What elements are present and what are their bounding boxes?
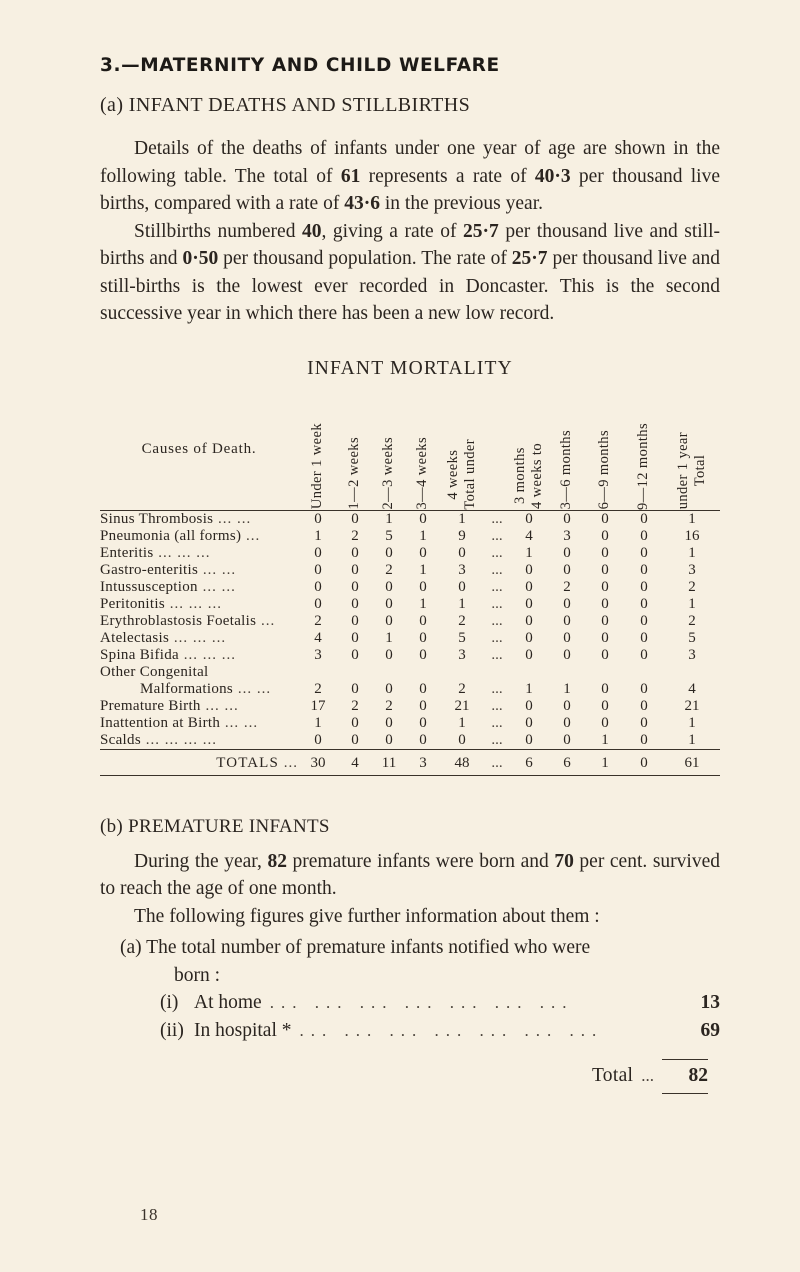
cell-1-2-weeks: 0: [351, 680, 359, 697]
cell-total-under-1-year: 4: [688, 680, 696, 697]
cell-2-3-weeks: 1: [385, 510, 393, 527]
subsection-b: [100, 816, 720, 1094]
cell-under-1-week: 4: [314, 629, 322, 646]
infant-mortality-table: [100, 390, 720, 776]
cell-1-2-weeks: 0: [351, 544, 359, 561]
row-dots-separator: ...: [491, 544, 503, 561]
row-dots-separator: ...: [491, 629, 503, 646]
table-row: [100, 698, 720, 715]
cell-1-2-weeks: 2: [351, 697, 359, 714]
cell-3-6-months: 2: [563, 578, 571, 595]
cell-total-under-4-weeks: 2: [458, 680, 466, 697]
cell-3-4-weeks: 0: [419, 612, 427, 629]
table-row: [100, 732, 720, 750]
cell-3-6-months: 0: [563, 510, 571, 527]
table-row: [100, 715, 720, 732]
cell-6-9-months: 0: [601, 527, 609, 544]
cell-9-12-months: 0: [640, 697, 648, 714]
row-cause-label: [100, 528, 298, 545]
cell-1-2-weeks: 0: [351, 561, 359, 578]
cause-leader-dots: ... ...: [198, 561, 237, 578]
cause-name: Enteritis: [100, 544, 154, 561]
cell-3-6-months: 0: [563, 697, 571, 714]
total-under-4-weeks: 48: [440, 749, 484, 775]
cell-total-under-1-year: 1: [688, 714, 696, 731]
paragraph-premature-intro: [100, 848, 720, 903]
cell-6-9-months: 0: [601, 544, 609, 561]
cell-under-1-week: 1: [314, 527, 322, 544]
section-heading: 3.—MATERNITY AND CHILD WELFARE: [100, 55, 500, 76]
cell-2-3-weeks: 0: [385, 595, 393, 612]
cell-total-under-1-year: 16: [684, 527, 700, 544]
total-3-4-weeks: 3: [406, 749, 440, 775]
cell-4w-3m: 0: [525, 629, 533, 646]
sb-text1: During the year,: [134, 850, 268, 872]
header-3-6-months: 3—6 months: [548, 390, 586, 511]
cell-2-3-weeks: 0: [385, 612, 393, 629]
table-row: [100, 681, 720, 698]
header-4-weeks-to-3-months: 4 weeks to 3 months: [510, 390, 548, 511]
premature-total-label: Total: [591, 1065, 634, 1086]
para1-text4: in the previous year.: [379, 193, 543, 214]
cell-2-3-weeks: 0: [385, 646, 393, 663]
cell-under-1-week: [298, 664, 338, 681]
cell-6-9-months: 0: [601, 578, 609, 595]
cause-name: Inattention at Birth: [100, 714, 221, 731]
cell-4w-3m: 0: [525, 714, 533, 731]
sb-text2: premature infants were born and: [286, 850, 555, 872]
value-at-home: 13: [700, 992, 720, 1013]
cell-3-4-weeks: 0: [419, 629, 427, 646]
cell-total-under-4-weeks: 2: [458, 612, 466, 629]
cell-2-3-weeks: 0: [385, 731, 393, 748]
sb-value-70: 70: [554, 850, 574, 872]
row-dots-separator: ...: [491, 646, 503, 663]
cell-total-under-4-weeks: 0: [458, 578, 466, 595]
cell-3-6-months: 3: [563, 527, 571, 544]
cell-total-under-1-year: 1: [688, 595, 696, 612]
cause-leader-dots: ... ...: [213, 510, 252, 527]
row-cause-label: [100, 596, 298, 613]
cell-total-under-1-year: [664, 664, 720, 681]
cell-2-3-weeks: 2: [385, 697, 393, 714]
row-cause-label: [100, 562, 298, 579]
totals-dots-sep: ...: [484, 749, 510, 775]
cell-under-1-week: 0: [314, 510, 322, 527]
label-at-home: At home: [194, 992, 262, 1013]
premature-total-value: 82: [662, 1059, 708, 1094]
total-6-9-months: 1: [586, 749, 624, 775]
page-content: [100, 55, 720, 1094]
cause-leader-dots: ... ... ...: [169, 629, 227, 646]
cell-4w-3m: 1: [525, 544, 533, 561]
cell-total-under-1-year: 3: [688, 646, 696, 663]
cell-under-1-week: 3: [314, 646, 322, 663]
row-cause-label: [100, 647, 298, 664]
table-row: [100, 630, 720, 647]
table-row: [100, 664, 720, 681]
cell-9-12-months: 0: [640, 544, 648, 561]
cause-leader-dots: ...: [241, 527, 261, 544]
cell-under-1-week: 0: [314, 544, 322, 561]
row-dots-separator: ...: [491, 714, 503, 731]
cell-9-12-months: 0: [640, 612, 648, 629]
row-dots-separator: ...: [491, 510, 503, 527]
subsection-b-heading: (b) PREMATURE INFANTS: [100, 815, 330, 837]
cell-total-under-1-year: 2: [688, 612, 696, 629]
cell-9-12-months: 0: [640, 646, 648, 663]
cell-6-9-months: 0: [601, 714, 609, 731]
header-6-9-months: 6—9 months: [586, 390, 624, 511]
subsection-a-heading: (a) INFANT DEATHS AND STILLBIRTHS: [100, 94, 471, 116]
cell-1-2-weeks: 0: [351, 629, 359, 646]
cause-name: Atelectasis: [100, 629, 170, 646]
row-dots-separator: ...: [491, 578, 503, 595]
row-dots-separator: ...: [491, 595, 503, 612]
cell-9-12-months: [624, 664, 664, 681]
cause-leader-dots: ... ... ... ...: [140, 731, 217, 748]
cause-name: Scalds: [100, 731, 141, 748]
para2-value-050: 0·50: [182, 248, 219, 269]
cell-3-6-months: 0: [563, 714, 571, 731]
cell-under-1-week: 0: [314, 731, 322, 748]
cell-total-under-1-year: 1: [688, 510, 696, 527]
para2-text3: per thousand live and still-births and: [100, 220, 720, 269]
cell-9-12-months: 0: [640, 714, 648, 731]
cell-2-3-weeks: 0: [385, 544, 393, 561]
sb-value-82: 82: [267, 850, 287, 872]
cell-3-6-months: 0: [563, 612, 571, 629]
cell-6-9-months: 0: [601, 510, 609, 527]
cell-1-2-weeks: 0: [351, 714, 359, 731]
cell-2-3-weeks: 1: [385, 629, 393, 646]
sb-text3: per cent. survived to reach the age of one month.: [100, 850, 720, 899]
cell-4w-3m: 0: [525, 595, 533, 612]
cell-under-1-week: 0: [314, 561, 322, 578]
cell-1-2-weeks: 0: [351, 510, 359, 527]
table-row: [100, 596, 720, 613]
row-dots-separator: ...: [491, 527, 503, 544]
row-cause-label: [100, 715, 298, 732]
cause-name: Malformations: [140, 680, 234, 697]
para2-text2: , giving a rate of: [321, 220, 464, 242]
total-3-6-months: 6: [548, 749, 586, 775]
row-cause-label: [100, 664, 298, 681]
row-dots-separator: ...: [491, 612, 503, 629]
cause-name: Peritonitis: [100, 595, 165, 612]
total-under-1-year: 61: [664, 749, 720, 775]
cause-name: Erythroblastosis Foetalis: [100, 612, 257, 629]
cell-4w-3m: [510, 664, 548, 681]
cell-2-3-weeks: 5: [385, 527, 393, 544]
cell-total-under-1-year: 21: [684, 697, 700, 714]
cell-3-4-weeks: [406, 664, 440, 681]
cell-total-under-4-weeks: [440, 664, 484, 681]
cell-4w-3m: 4: [525, 527, 533, 544]
label-in-hospital: In hospital *: [194, 1020, 292, 1041]
cause-name: Sinus Thrombosis: [100, 510, 214, 527]
cell-1-2-weeks: 0: [351, 595, 359, 612]
total-2-3-weeks: 11: [372, 749, 406, 775]
para2-text4: per thousand population. The rate of: [218, 248, 512, 269]
cell-6-9-months: 0: [601, 646, 609, 663]
cause-name: Pneumonia (all forms): [100, 527, 242, 544]
cell-6-9-months: 0: [601, 629, 609, 646]
cell-total-under-4-weeks: 0: [458, 544, 466, 561]
cell-2-3-weeks: 0: [385, 578, 393, 595]
cause-name: Premature Birth: [100, 697, 201, 714]
table-header-row: [100, 390, 720, 511]
cell-total-under-4-weeks: 5: [458, 629, 466, 646]
para2-text5: per thousand live and still-births is the lowest ever recorded in Doncaster. This is the second successive year in which there has been a new low record.: [100, 248, 720, 324]
list-item-a: (a) The total number of premature infants notified who were: [120, 937, 591, 958]
cause-leader-dots: ... ... ...: [179, 646, 237, 663]
cell-total-under-4-weeks: 1: [458, 595, 466, 612]
para2-text1: Stillbirths numbered: [134, 220, 302, 242]
para1-text1: Details of the deaths of infants under one year of age are shown in the following table. The total of: [100, 138, 720, 187]
header-3-4-weeks: 3—4 weeks: [406, 390, 440, 511]
premature-total-dots: ...: [641, 1066, 654, 1085]
cell-total-under-4-weeks: 0: [458, 731, 466, 748]
header-causes-of-death: Causes of Death.: [100, 390, 298, 511]
cell-6-9-months: 1: [601, 731, 609, 748]
cell-3-6-months: 0: [563, 595, 571, 612]
row-dots-separator: ...: [491, 561, 503, 578]
cell-9-12-months: 0: [640, 680, 648, 697]
para2-value-40: 40: [302, 220, 322, 242]
cell-3-4-weeks: 1: [419, 595, 427, 612]
cause-name: Gastro-enteritis: [100, 561, 199, 578]
cell-3-6-months: 0: [563, 646, 571, 663]
cell-1-2-weeks: 2: [351, 527, 359, 544]
row-cause-label: [100, 630, 298, 647]
cause-leader-dots: ...: [256, 612, 276, 629]
cell-9-12-months: 0: [640, 731, 648, 748]
cell-4w-3m: 0: [525, 612, 533, 629]
list-item-in-hospital: [160, 1017, 720, 1045]
premature-total-line: [100, 1059, 720, 1094]
cell-6-9-months: 0: [601, 697, 609, 714]
cell-total-under-4-weeks: 1: [458, 714, 466, 731]
cell-3-4-weeks: 0: [419, 731, 427, 748]
row-dots-separator: ...: [491, 680, 503, 697]
list-item-a-cont: born :: [174, 964, 221, 986]
cell-3-4-weeks: 0: [419, 714, 427, 731]
para2-value-257: 25·7: [463, 220, 499, 242]
total-4w-3m: 6: [510, 749, 548, 775]
header-9-12-months: 9—12 months: [624, 390, 664, 511]
cell-total-under-4-weeks: 9: [458, 527, 466, 544]
cause-leader-dots: ... ... ...: [164, 595, 222, 612]
cell-3-4-weeks: 0: [419, 578, 427, 595]
cell-2-3-weeks: 2: [385, 561, 393, 578]
cell-3-4-weeks: 0: [419, 646, 427, 663]
cause-name: Intussusception: [100, 578, 198, 595]
table-row: [100, 647, 720, 664]
page-number: 18: [140, 1205, 158, 1224]
row-dots-separator: ...: [491, 731, 503, 748]
para1-value-403: 40·3: [534, 165, 571, 187]
cell-6-9-months: 0: [601, 595, 609, 612]
table-title: INFANT MORTALITY: [307, 357, 513, 379]
list-item-at-home: [160, 989, 720, 1017]
total-9-12-months: 0: [624, 749, 664, 775]
para2-value-257b: 25·7: [511, 248, 548, 269]
cell-4w-3m: 0: [525, 646, 533, 663]
cause-name: Spina Bifida: [100, 646, 180, 663]
cell-3-4-weeks: 0: [419, 680, 427, 697]
numeral-ii: (ii): [160, 1020, 184, 1041]
leader-dots-at-home: ... ... ... ... ... ... ...: [269, 993, 574, 1012]
cell-9-12-months: 0: [640, 595, 648, 612]
cell-2-3-weeks: [372, 664, 406, 681]
cell-1-2-weeks: 0: [351, 646, 359, 663]
leader-dots-in-hospital: ... ... ... ... ... ... ...: [299, 1021, 604, 1040]
row-cause-label: [100, 613, 298, 630]
cell-2-3-weeks: 0: [385, 680, 393, 697]
cause-leader-dots: ... ...: [197, 578, 236, 595]
cell-9-12-months: 0: [640, 510, 648, 527]
para1-text2: represents a rate of: [360, 165, 535, 187]
cell-6-9-months: 0: [601, 680, 609, 697]
cell-2-3-weeks: 0: [385, 714, 393, 731]
cell-3-4-weeks: 0: [419, 697, 427, 714]
totals-label: TOTALS ...: [100, 749, 298, 775]
cell-total-under-1-year: 1: [688, 731, 696, 748]
row-dots-separator: ...: [491, 697, 503, 714]
cause-leader-dots: ... ...: [220, 714, 259, 731]
paragraph-infant-deaths: [100, 135, 720, 218]
cell-4w-3m: 1: [525, 680, 533, 697]
cell-3-4-weeks: 0: [419, 510, 427, 527]
cell-under-1-week: 2: [314, 612, 322, 629]
row-cause-label: [100, 510, 298, 528]
cell-total-under-1-year: 3: [688, 561, 696, 578]
cell-total-under-4-weeks: 3: [458, 646, 466, 663]
table-row: [100, 510, 720, 528]
cell-3-4-weeks: 1: [419, 561, 427, 578]
para1-value-61: 61: [340, 165, 361, 187]
header-total-under-1-year: Total under 1 year: [664, 390, 720, 511]
cell-3-4-weeks: 1: [419, 527, 427, 544]
cell-3-6-months: 0: [563, 731, 571, 748]
row-cause-label: [100, 681, 298, 698]
paragraph-stillbirths: [100, 218, 720, 328]
cell-total-under-4-weeks: 1: [458, 510, 466, 527]
para1-text3: per thousand live births, compared with a rate of: [100, 165, 720, 214]
table-row: [100, 545, 720, 562]
cell-1-2-weeks: [338, 664, 372, 681]
cause-name: Other Congenital: [100, 663, 209, 680]
cell-9-12-months: 0: [640, 561, 648, 578]
cell-total-under-1-year: 1: [688, 544, 696, 561]
cell-6-9-months: 0: [601, 612, 609, 629]
row-cause-label: [100, 579, 298, 596]
para1-value-436: 43·6: [344, 193, 380, 214]
cell-under-1-week: 0: [314, 578, 322, 595]
header-1-2-weeks: 1—2 weeks: [338, 390, 372, 511]
header-under-1-week: Under 1 week: [298, 390, 338, 511]
header-2-3-weeks: 2—3 weeks: [372, 390, 406, 511]
row-cause-label: [100, 545, 298, 562]
cause-leader-dots: ... ...: [233, 680, 272, 697]
table-row: [100, 562, 720, 579]
cell-total-under-1-year: 2: [688, 578, 696, 595]
total-1-2-weeks: 4: [338, 749, 372, 775]
numeral-i: (i): [160, 992, 179, 1013]
cell-under-1-week: 1: [314, 714, 322, 731]
table-footer: [100, 749, 720, 775]
cause-leader-dots: ... ...: [200, 697, 239, 714]
header-total-under-4-weeks: Total under 4 weeks: [440, 390, 484, 511]
premature-list: [100, 934, 720, 1094]
row-cause-label: [100, 732, 298, 750]
row-cause-label: [100, 698, 298, 715]
cell-1-2-weeks: 0: [351, 578, 359, 595]
table-row: [100, 613, 720, 630]
cell-4w-3m: 0: [525, 561, 533, 578]
paragraph-following-figures: The following figures give further information about them :: [134, 905, 600, 927]
cell-3-4-weeks: 0: [419, 544, 427, 561]
table-row: [100, 579, 720, 596]
table-body: [100, 510, 720, 749]
cell-3-6-months: 1: [563, 680, 571, 697]
cell-under-1-week: 2: [314, 680, 322, 697]
cell-3-6-months: 0: [563, 544, 571, 561]
cell-4w-3m: 0: [525, 510, 533, 527]
cell-total-under-4-weeks: 21: [454, 697, 470, 714]
cell-1-2-weeks: 0: [351, 731, 359, 748]
cell-6-9-months: [586, 664, 624, 681]
cell-6-9-months: 0: [601, 561, 609, 578]
cell-under-1-week: 0: [314, 595, 322, 612]
cell-9-12-months: 0: [640, 578, 648, 595]
cell-total-under-4-weeks: 3: [458, 561, 466, 578]
value-in-hospital: 69: [700, 1020, 720, 1041]
cell-9-12-months: 0: [640, 527, 648, 544]
totals-row: [100, 749, 720, 775]
total-under-1-week: 30: [298, 749, 338, 775]
cell-3-6-months: 0: [563, 561, 571, 578]
header-spacer: [484, 390, 510, 511]
cell-4w-3m: 0: [525, 578, 533, 595]
cell-9-12-months: 0: [640, 629, 648, 646]
cell-3-6-months: 0: [563, 629, 571, 646]
table-row: [100, 528, 720, 545]
cell-4w-3m: 0: [525, 731, 533, 748]
cell-under-1-week: 17: [310, 697, 326, 714]
cell-4w-3m: 0: [525, 697, 533, 714]
cause-leader-dots: ... ... ...: [153, 544, 211, 561]
cell-3-6-months: [548, 664, 586, 681]
cell-total-under-1-year: 5: [688, 629, 696, 646]
cell-1-2-weeks: 0: [351, 612, 359, 629]
row-dots-separator: [484, 664, 510, 681]
